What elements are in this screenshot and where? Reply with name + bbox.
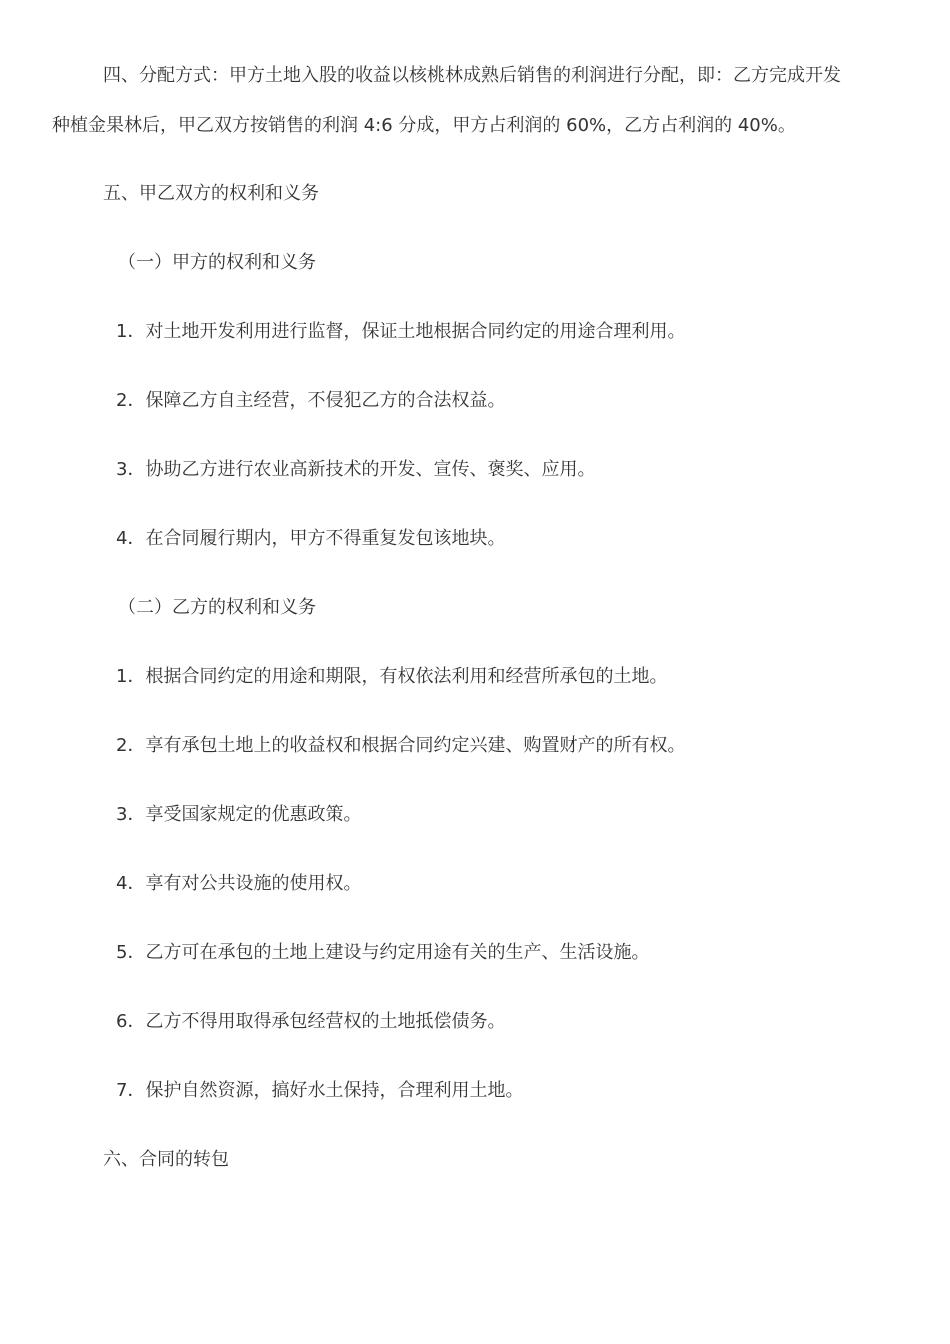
- party-a-item-1: 1．对土地开发利用进行监督，保证土地根据合同约定的用途合理利用。: [116, 321, 686, 342]
- party-b-item-3: 3．享受国家规定的优惠政策。: [116, 804, 362, 825]
- subsection-heading-party-a: （一）甲方的权利和义务: [118, 252, 316, 273]
- party-a-item-2: 2．保障乙方自主经营，不侵犯乙方的合法权益。: [116, 390, 506, 411]
- party-b-item-1: 1．根据合同约定的用途和期限，有权依法利用和经营所承包的土地。: [116, 666, 668, 687]
- paragraph-distribution-line-2: 种植金果林后，甲乙双方按销售的利润 4:6 分成，甲方占利润的 60%，乙方占利润的 40%。: [52, 115, 796, 136]
- party-b-item-4: 4．享有对公共设施的使用权。: [116, 873, 362, 894]
- subsection-heading-party-b: （二）乙方的权利和义务: [118, 597, 316, 618]
- party-b-item-2: 2．享有承包土地上的收益权和根据合同约定兴建、购置财产的所有权。: [116, 735, 686, 756]
- party-b-item-7: 7．保护自然资源，搞好水土保持，合理利用土地。: [116, 1080, 524, 1101]
- party-b-item-6: 6．乙方不得用取得承包经营权的土地抵偿债务。: [116, 1011, 506, 1032]
- party-a-item-3: 3．协助乙方进行农业高新技术的开发、宣传、褒奖、应用。: [116, 459, 596, 480]
- party-b-item-5: 5．乙方可在承包的土地上建设与约定用途有关的生产、生活设施。: [116, 942, 650, 963]
- section-heading-rights-obligations: 五、甲乙双方的权利和义务: [103, 183, 319, 204]
- section-heading-subcontracting: 六、合同的转包: [103, 1149, 229, 1170]
- paragraph-distribution-line-1: 四、分配方式：甲方土地入股的收益以核桃林成熟后销售的利润进行分配，即：乙方完成开发: [103, 65, 841, 86]
- party-a-item-4: 4．在合同履行期内，甲方不得重复发包该地块。: [116, 528, 506, 549]
